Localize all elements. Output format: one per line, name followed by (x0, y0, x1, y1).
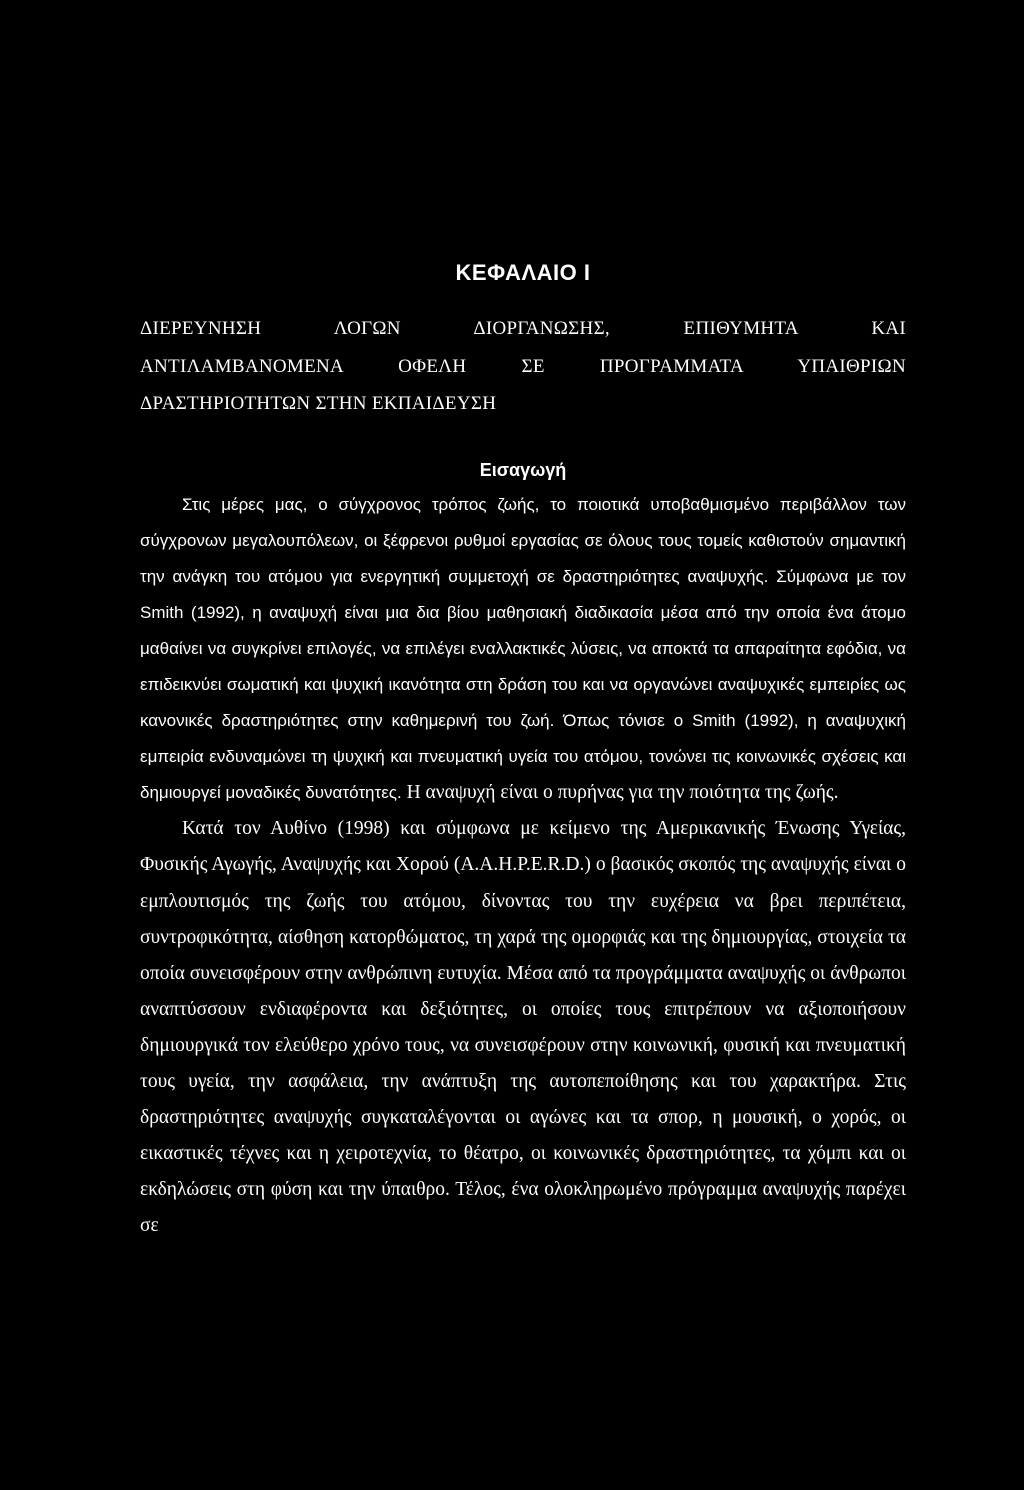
chapter-title-line-2: ΑΝΤΙΛΑΜΒΑΝΟΜΕΝΑ ΟΦΕΛΗ ΣΕ ΠΡΟΓΡΑΜΜΑΤΑ ΥΠΑΙΘΡΙΩΝ (140, 355, 906, 377)
paragraph-2-sentence-group-3: Στις δραστηριότητες αναψυχής συγκαταλέγονται οι αγώνες και τα σπορ, η μουσική, ο χορός, οι εικαστικές τέχνες και η χειροτεχνία, το θέατρο, οι κοινωνικές δραστηριότητες, τα χόμπι και οι εκδηλώσεις στη φύση και την ύπαιθρο. Τέλος, ένα ολοκληρωμένο πρόγραμμα αναψυχής παρέχει σε (140, 1071, 906, 1237)
chapter-title (140, 310, 906, 423)
paragraph-2-sentence-group-2: Μέσα από τα προγράμματα αναψυχής οι άνθρωποι αναπτύσσουν ενδιαφέροντα και δεξιότητες, οι οποίες τους επιτρέπουν να αξιοποιήσουν δημιουργικά τον ελεύθερο χρόνο τους, να συνεισφέρουν στην κοινωνική, φυσική και πνευματική τους υγεία, την ασφάλεια, την ανάπτυξη της αυτοπεποίθησης και του χαρακτήρα. (140, 962, 907, 1092)
chapter-title-line-3: ΔΡΑΣΤΗΡΙΟΤΗΤΩΝ ΣΤΗΝ ΕΚΠΑΙΔΕΥΣΗ (140, 393, 497, 414)
paragraph-1-sentence-group-3: Η αναψυχή είναι ο πυρήνας για την ποιότητα της ζωής. (401, 782, 839, 804)
paragraph-1-sentence-group-2: Σύμφωνα με τον Smith (1992), η αναψυχή είναι μια δια βίου μαθησιακή διαδικασία μέσα από την οποία ένα άτομο μαθαίνει να συγκρίνει επιλογές, να επιλέγει εναλλακτικές λύσεις, να αποκτά τα απαραίτητα εφόδια, να επιδεικνύει σωματική και ψυχική ικανότητα στη δράση του και να οργανώνει αναψυχικές εμπειρίες ως κανονικές δραστηριότητες στην καθημερινή του ζωή. Όπως τόνισε ο Smith (1992), η αναψυχική εμπειρία ενδυναμώνει τη ψυχική και πνευματική υγεία του ατόμου, τονώνει τις κοινωνικές σχέσεις και δημιουργεί μοναδικές δυνατότητες. (140, 566, 906, 803)
section-heading: Εισαγωγή (479, 459, 567, 480)
document-page (140, 256, 906, 1244)
chapter-title-line-1: ΔΙΕΡΕΥΝΗΣΗ ΛΟΓΩΝ ΔΙΟΡΓΑΝΩΣΗΣ, ΕΠΙΘΥΜΗΤΑ ΚΑΙ (140, 318, 906, 339)
paragraph-1-sentence-group-1: Στις μέρες μας, ο σύγχρονος τρόπος ζωής, το ποιοτικά υποβαθμισμένο περιβάλλον των σύγχρονων μεγαλουπόλεων, οι ξέφρενοι ρυθμοί εργασίας σε όλους τους τομείς καθιστούν σημαντική την ανάγκη του ατόμου για ενεργητική συμμετοχή σε δραστηριότητες αναψυχής. (140, 494, 906, 586)
body-paragraph-1 (140, 487, 906, 812)
paragraph-2-sentence-group-1: Κατά τον Αυθίνο (1998) και σύμφωνα με κείμενο της Αμερικανικής Ένωσης Υγείας, Φυσικής Αγωγής, Αναψυχής και Χορού (A.A.H.P.E.R.D.) ο βασικός σκοπός της αναψυχής είναι ο εμπλουτισμός της ζωής του ατόμου, δίνοντας του την ευχέρεια να βρει περιπέτεια, συντροφικότητα, αίσθηση κατορθώματος, τη χαρά της ομορφιάς και της δημιουργίας, στοιχεία τα οποία συνεισφέρουν στην ανθρώπινη ευτυχία. (140, 818, 906, 984)
body-paragraph-2 (140, 811, 906, 1244)
chapter-heading: ΚΕΦΑΛΑΙΟ Ι (455, 260, 591, 285)
